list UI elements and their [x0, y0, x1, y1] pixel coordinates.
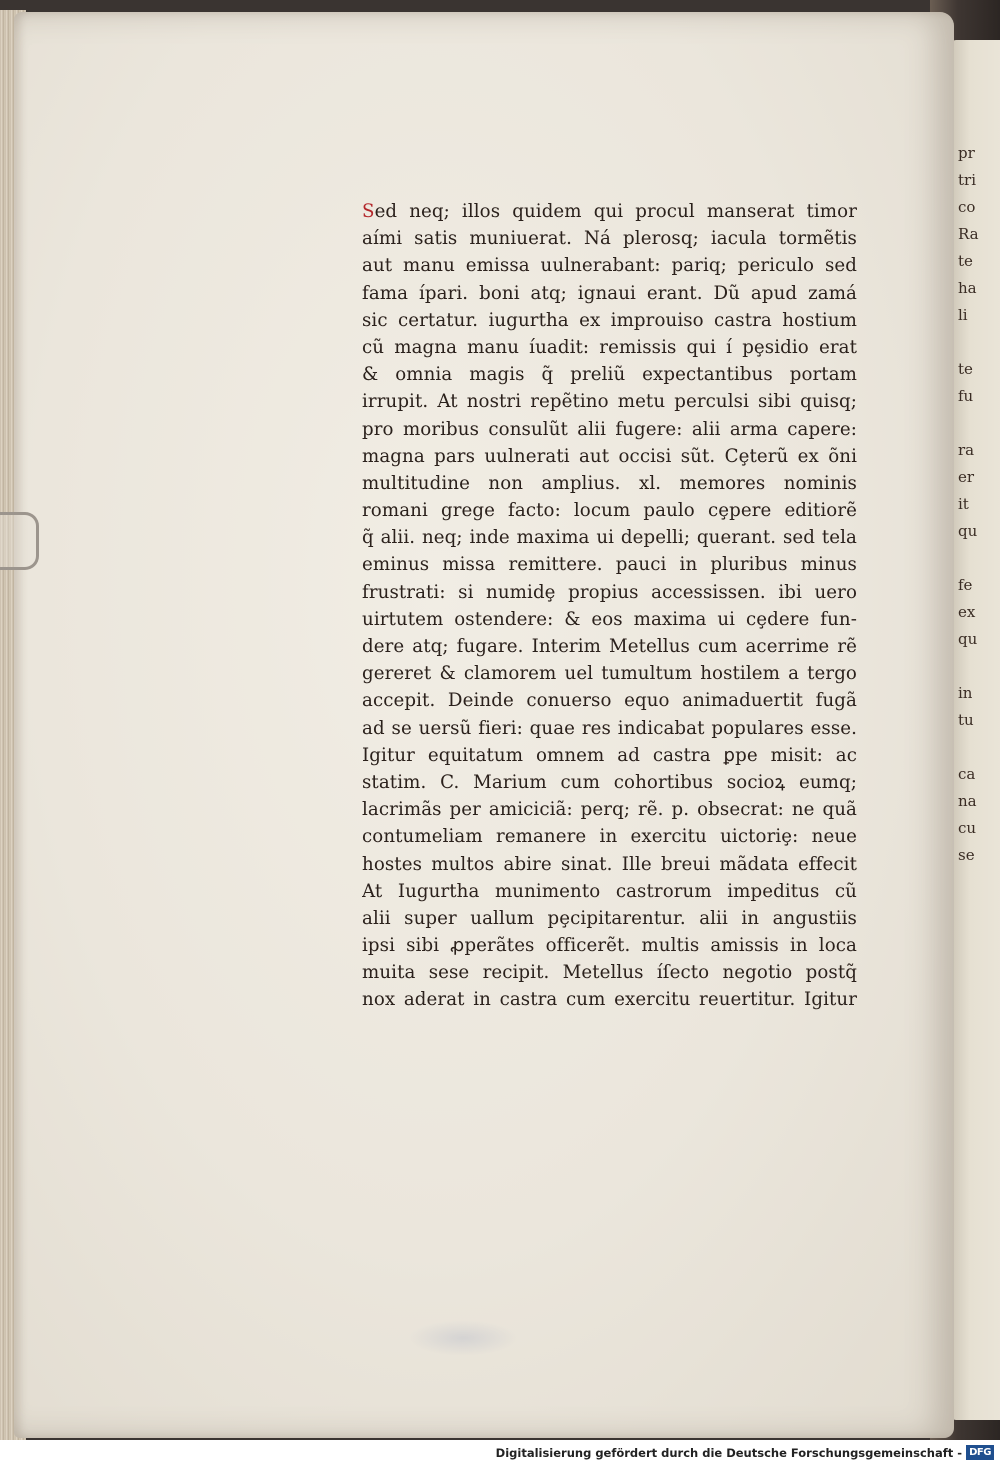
facing-page-fragment: pr: [958, 144, 975, 162]
text-line: [362, 878, 857, 905]
bleed-through-stamp: [408, 1320, 518, 1356]
text-line-content: multitudine non amplius. xl. memores nominis: [362, 472, 857, 494]
text-line-content: sic certatur. iugurtha ex improuiso castra hostium: [362, 309, 857, 331]
text-line-content: At Iugurtha munimento castrorum impeditus cũ: [362, 880, 857, 902]
text-line-content: nox aderat in castra cum exercitu reuertitur. Igitur: [362, 989, 857, 1011]
text-line: [362, 715, 857, 742]
printed-text-block: [362, 198, 857, 1014]
text-line: [362, 198, 857, 225]
text-line-content: dere atq; fugare. Interim Metellus cum acerrime rẽ: [362, 636, 857, 657]
text-line-content: accepit. Deinde conuerso equo animaduertit fugã: [362, 690, 857, 712]
text-line-content: cũ magna manu íuadit: remissis qui í pȩsidio erat: [362, 336, 857, 358]
dfg-logo-icon: DFG: [966, 1445, 994, 1460]
facing-page-fragment: [958, 734, 1000, 761]
rubricated-initial: S: [362, 201, 375, 222]
text-line-content: irrupit. At nostri repẽtino metu perculsi sibi quisq;: [362, 391, 857, 413]
text-line: [362, 524, 857, 551]
facing-page-fragment: tri: [958, 171, 976, 189]
text-line-content: aími satis muniuerat. Ná plerosq; iacula tormẽtis: [362, 228, 857, 250]
facing-page-fragment: ex: [958, 603, 976, 621]
text-line-content: muita sese recipit. Metellus íſecto negotio postq̃: [362, 962, 857, 984]
text-line: [362, 905, 857, 932]
facing-page-text: [958, 140, 1000, 869]
facing-page-fragment: cu: [958, 819, 977, 837]
facing-page-fragment: li: [958, 306, 968, 324]
facing-page-fragment: co: [958, 198, 976, 216]
text-line: [362, 660, 857, 687]
facing-page-fragment: [958, 653, 1000, 680]
text-line-content: uirtutem ostendere: & eos maxima ui cȩdere fun-: [362, 608, 857, 630]
facing-page-fragment: [958, 410, 1000, 437]
text-line: [362, 307, 857, 334]
text-line-content: ed neq; illos quidem qui procul manserat timor: [374, 201, 857, 222]
text-line-content: aut manu emissa uulnerabant: pariq; periculo sed: [362, 255, 857, 277]
text-line: [362, 225, 857, 252]
text-line: [362, 687, 857, 714]
text-line-content: statim. C. Marium cum cohortibus socioꝝ eumq;: [362, 771, 857, 793]
facing-page-fragment: fe: [958, 576, 973, 594]
text-line-content: Igitur equitatum omnem ad castra ꝑpe misit: ac: [362, 744, 857, 766]
text-line-content: pro moribus consulũt alii fugere: alii arma capere:: [362, 418, 857, 440]
text-line: [362, 334, 857, 361]
text-line: [362, 388, 857, 415]
text-line: [362, 742, 857, 769]
facing-page-fragment: fu: [958, 387, 974, 405]
text-line: [362, 932, 857, 959]
page-clip-icon: [0, 512, 39, 570]
text-line: [362, 606, 857, 633]
facing-page-fragment: in: [958, 684, 973, 702]
text-line-content: contumeliam remanere in exercitu uictoriȩ: neue: [362, 826, 857, 848]
facing-page-fragment: ha: [958, 279, 977, 297]
text-line: [362, 551, 857, 578]
facing-page-fragment: it: [958, 495, 969, 513]
text-line-content: q̃ alii. neq; inde maxima ui depelli; querant. sed tela: [362, 527, 857, 549]
facing-page-fragment: Ra: [958, 225, 979, 243]
text-line-content: hostes multos abire sinat. Ille breui mãdata effecit: [362, 853, 857, 875]
text-line-content: alii super uallum pȩcipitarentur. alii in angustiis: [362, 907, 857, 929]
footer-credit: Digitalisierung gefördert durch die Deutsche Forschungsgemeinschaft -: [495, 1446, 962, 1460]
facing-page-fragment: ra: [958, 441, 975, 459]
text-line: [362, 416, 857, 443]
facing-page-fragment: tu: [958, 711, 974, 729]
facing-page-fragment: qu: [958, 522, 978, 540]
text-line: [362, 851, 857, 878]
facing-page-fragment: qu: [958, 630, 978, 648]
text-line: [362, 633, 857, 660]
text-line: [362, 470, 857, 497]
text-line: [362, 443, 857, 470]
text-line: [362, 579, 857, 606]
facing-page-fragment: te: [958, 252, 973, 270]
text-line: [362, 361, 857, 388]
text-line: [362, 252, 857, 279]
text-line: [362, 959, 857, 986]
facing-page-fragment: er: [958, 468, 975, 486]
text-line-content: & omnia magis q̃ preliũ expectantibus portam: [362, 364, 857, 386]
facing-page-fragment: [958, 329, 1000, 356]
facing-page-fragment: te: [958, 360, 973, 378]
text-line-content: frustrati: si numidȩ propius accessissen. ibi uero: [362, 581, 857, 603]
text-line-content: fama ípari. boni atq; ignaui erant. Dũ apud zamá: [362, 282, 857, 304]
text-line: [362, 280, 857, 307]
text-line-content: gereret & clamorem uel tumultum hostilem a tergo: [362, 663, 857, 685]
text-line-content: romani grege facto: locum paulo cȩpere editiorẽ: [362, 500, 857, 522]
text-line: [362, 769, 857, 796]
facing-page-fragment: se: [958, 846, 975, 864]
facing-page-fragment: ca: [958, 765, 976, 783]
facing-page-fragment: na: [958, 792, 977, 810]
text-line-content: eminus missa remittere. pauci in pluribus minus: [362, 554, 857, 576]
text-line: [362, 497, 857, 524]
text-line: [362, 986, 857, 1013]
text-line-content: lacrimãs per amiciciã: perq; rẽ. p. obsecrat: ne quã: [362, 799, 857, 821]
text-line-content: ipsi sibi ꝓperãtes officerẽt. multis amissis in loca: [362, 935, 857, 957]
text-line: [362, 796, 857, 823]
text-line-content: ad se uersũ fieri: quae res indicabat populares esse.: [362, 717, 857, 739]
text-line-content: magna pars uulnerati aut occisi sũt. Cȩterũ ex õni: [362, 445, 857, 467]
facing-page-fragment: [958, 545, 1000, 572]
text-line: [362, 823, 857, 850]
